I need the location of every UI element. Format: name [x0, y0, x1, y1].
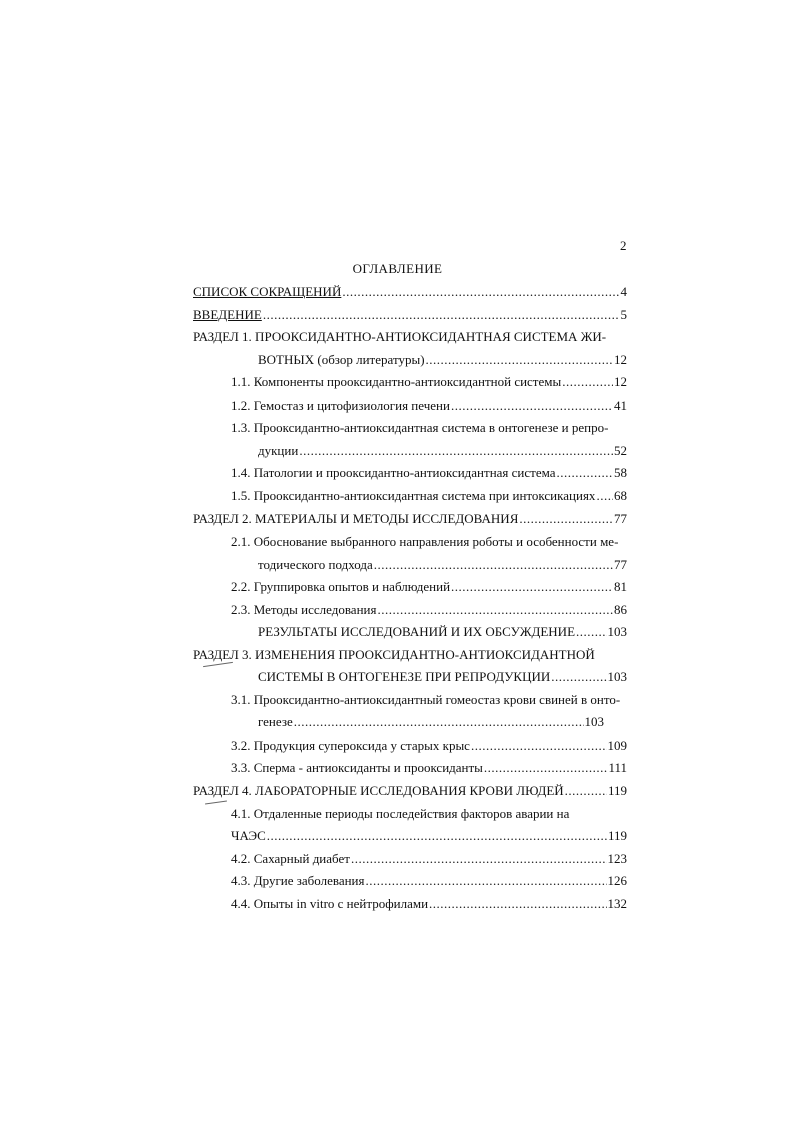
toc-entry-text: 1.3. Прооксидантно-антиоксидантная система в онтогенезе и репро- — [231, 420, 609, 435]
leader-dots — [484, 760, 608, 776]
toc-entry-text: 1.4. Патологии и прооксидантно-антиоксидантная система — [231, 465, 556, 480]
toc-entry — [231, 873, 627, 889]
toc-entry-page: 81 — [614, 579, 627, 594]
toc-entry-text: СИСТЕМЫ В ОНТОГЕНЕЗЕ ПРИ РЕПРОДУКЦИИ — [258, 669, 551, 684]
toc-entry — [231, 851, 627, 867]
toc-entry-text: 1.2. Гемостаз и цитофизиология печени — [231, 398, 450, 413]
toc-entry-text: генезе — [258, 714, 293, 729]
toc-entry-page: 123 — [607, 851, 627, 866]
leader-dots — [451, 398, 613, 414]
leader-dots — [596, 488, 613, 504]
toc-entry — [231, 602, 627, 618]
leader-dots — [426, 352, 613, 368]
toc-title: ОГЛАВЛЕНИЕ — [352, 261, 443, 276]
toc-entry-text: РАЗДЕЛ 1. ПРООКСИДАНТНО-АНТИОКСИДАНТНАЯ СИСТЕМА ЖИ- — [193, 329, 607, 344]
leader-dots — [366, 873, 607, 889]
leader-dots — [519, 511, 613, 527]
leader-dots — [299, 443, 613, 459]
toc-entry — [231, 806, 627, 822]
toc-entry-text: 4.3. Другие заболевания — [231, 873, 365, 888]
toc-entry-text: 3.2. Продукция супероксида у старых крыс — [231, 738, 470, 753]
toc-entry-page: 86 — [614, 602, 627, 617]
toc-entry — [231, 738, 627, 754]
leader-dots — [565, 783, 607, 799]
leader-dots — [351, 851, 607, 867]
toc-entry-text: 4.1. Отдаленные периоды последействия факторов аварии на — [231, 806, 570, 821]
toc-entry-text: тодического подхода — [258, 557, 373, 572]
leader-dots — [576, 624, 606, 640]
toc-entry — [193, 783, 627, 799]
toc-entry-page: 12 — [614, 352, 627, 367]
pen-mark — [205, 800, 227, 804]
toc-entry — [231, 420, 627, 436]
leader-dots — [562, 374, 613, 390]
toc-entry — [258, 557, 627, 573]
toc-entry-text: 2.2. Группировка опытов и наблюдений — [231, 579, 451, 594]
toc-entry-text: 4.4. Опыты in vitro с нейтрофилами — [231, 896, 429, 911]
toc-entry-page: 41 — [614, 398, 627, 413]
leader-dots — [471, 738, 607, 754]
toc-entry-text: 1.5. Прооксидантно-антиоксидантная система при интоксикациях — [231, 488, 596, 503]
page-number: 2 — [620, 238, 627, 253]
toc-entry — [231, 828, 627, 844]
leader-dots — [451, 579, 613, 595]
leader-dots — [267, 828, 607, 844]
toc-entry-text: РАЗДЕЛ 4. ЛАБОРАТОРНЫЕ ИССЛЕДОВАНИЯ КРОВИ ЛЮДЕЙ — [193, 783, 564, 798]
toc-entry — [258, 669, 627, 685]
toc-entry-page: 119 — [607, 828, 627, 843]
toc-entry-page: 103 — [607, 624, 627, 639]
toc-entry-text: 3.3. Сперма - антиоксиданты и прооксиданты — [231, 760, 483, 775]
toc-entry — [231, 374, 627, 390]
toc-entry-text: дукции — [258, 443, 299, 458]
leader-dots — [429, 896, 606, 912]
toc-entry — [193, 329, 627, 345]
toc-entry-page: 126 — [607, 873, 627, 888]
toc-entry-page: 77 — [614, 557, 627, 572]
toc-entry — [193, 307, 627, 323]
leader-dots — [374, 557, 613, 573]
toc-entry-page: 12 — [614, 374, 627, 389]
toc-entry — [193, 511, 627, 527]
toc-entry-text: РАЗДЕЛ 3. ИЗМЕНЕНИЯ ПРООКСИДАНТНО-АНТИОКСИДАНТНОЙ — [193, 647, 595, 662]
toc-entry-text: 4.2. Сахарный диабет — [231, 851, 350, 866]
toc-entry-page: 52 — [614, 443, 627, 458]
toc-entry-page: 4 — [620, 284, 627, 299]
toc-entry — [231, 465, 627, 481]
toc-entry-text: СПИСОК СОКРАЩЕНИЙ — [193, 284, 342, 299]
leader-dots — [551, 669, 606, 685]
leader-dots — [377, 602, 613, 618]
toc-entry — [258, 624, 627, 640]
toc-entry — [193, 284, 627, 300]
toc-entry — [231, 534, 627, 550]
toc-entry-text: ВВЕДЕНИЕ — [193, 307, 262, 322]
toc-entry-page: 5 — [620, 307, 627, 322]
toc-entry-page: 68 — [614, 488, 627, 503]
toc-entry-text: ЧАЭС — [231, 828, 266, 843]
toc-entry — [258, 443, 627, 459]
toc-entry-page: 132 — [607, 896, 627, 911]
toc-entry-text: 3.1. Прооксидантно-антиоксидантный гомеостаз крови свиней в онто- — [231, 692, 621, 707]
toc-entry-text: ВОТНЫХ (обзор литературы) — [258, 352, 425, 367]
toc-entry-page: 119 — [607, 783, 627, 798]
toc-entry — [231, 896, 627, 912]
toc-entry — [258, 352, 627, 368]
leader-dots — [557, 465, 613, 481]
leader-dots — [263, 307, 620, 323]
toc-entry-page: 111 — [608, 760, 627, 775]
toc-entry-page: 109 — [607, 738, 627, 753]
toc-entry — [231, 398, 627, 414]
toc-entry — [258, 714, 604, 730]
toc-entry-text: 2.1. Обоснование выбранного направления роботы и особенности ме- — [231, 534, 619, 549]
toc-entry-text: РАЗДЕЛ 2. МАТЕРИАЛЫ И МЕТОДЫ ИССЛЕДОВАНИЯ — [193, 511, 519, 526]
toc-entry — [193, 647, 627, 663]
toc-entry-page: 77 — [614, 511, 627, 526]
toc-entry-text: РЕЗУЛЬТАТЫ ИССЛЕДОВАНИЙ И ИХ ОБСУЖДЕНИЕ — [258, 624, 576, 639]
toc-entry-text: 2.3. Методы исследования — [231, 602, 377, 617]
toc-entry-page: 103 — [607, 669, 627, 684]
toc-entry — [231, 760, 627, 776]
toc-entry-page: 58 — [614, 465, 627, 480]
toc-entry-text: 1.1. Компоненты прооксидантно-антиоксидантной системы — [231, 374, 562, 389]
toc-entry — [231, 579, 627, 595]
leader-dots — [342, 284, 619, 300]
toc-entry — [231, 488, 627, 504]
leader-dots — [294, 714, 584, 730]
toc-entry — [231, 692, 627, 708]
toc-entry-page: 103 — [584, 714, 604, 729]
